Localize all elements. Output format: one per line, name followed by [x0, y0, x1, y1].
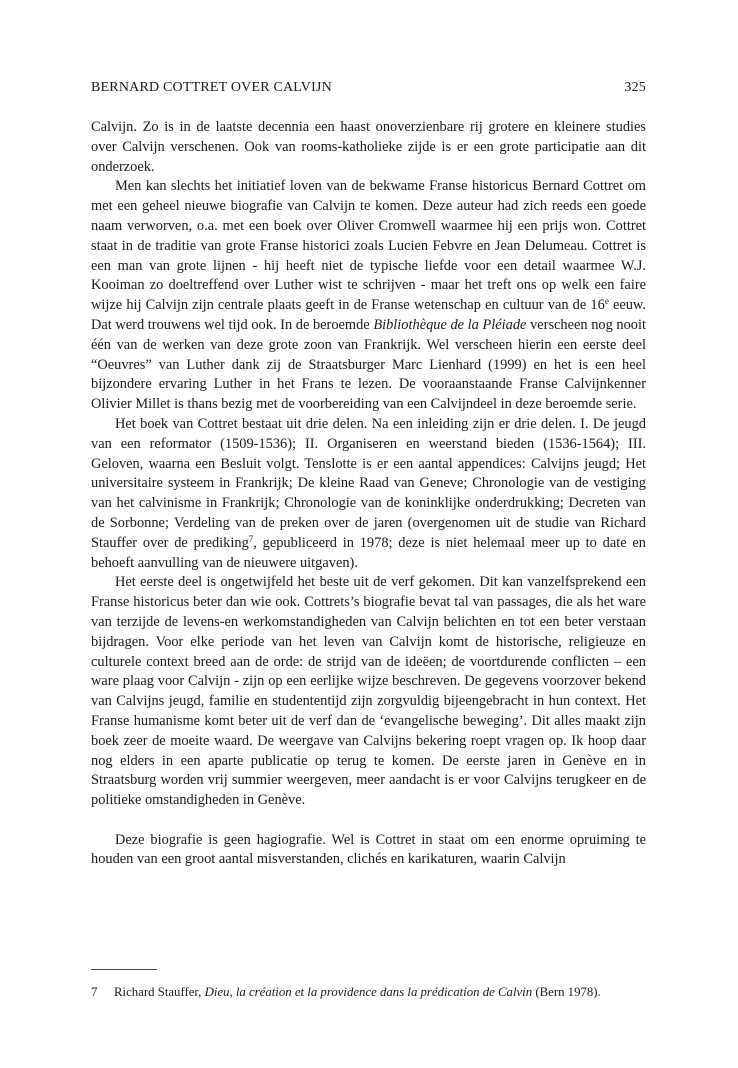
body-text [91, 118, 646, 870]
paragraph-2-part-b: eeuw. Dat werd trouwens wel tijd ook. In de beroemde [91, 297, 646, 333]
footnote-reference-7[interactable]: 7 [248, 533, 254, 544]
running-header [91, 80, 646, 98]
page-number: 325 [624, 80, 646, 95]
paragraph-3-part-b: , gepubliceerd in 1978; deze is niet helemaal meer up to date en behoeft aanvulling van de nieuwere uitgaven). [91, 534, 646, 571]
paragraph-2 [91, 177, 646, 415]
paragraph-4: Het eerste deel is ongetwijfeld het beste uit de verf gekomen. Dit kan vanzelfsprekend een Franse historicus beter dan wie ook. Cottrets’s biografie bevat tal van passages, die als het ware van terzijde de levens-en werkomstandigheden van Calvijn belichten en tot een beter verstaan bijdragen. Voor elke periode van het leven van Calvijn komt de historische, religieuze en culturele context breed aan de orde: de strijd van de ideëen; de voortdurende conflicten – een ware plaag voor Calvijn - zijn op een eerlijke wijze beschreven. De gegevens voorzover bekend van Calvijns jeugd, familie en studententijd zijn zorgvuldig bijeengebracht in hun context. Het Franse humanisme komt beter uit de verf dan de ‘evangelische beweging’. Dit alles maakt zijn boek zeer de moeite waard. De weergave van Calvijns bekering roept vragen op. Ik hoop daar nog elders in een aparte publicatie op terug te komen. De eerste jaren in Genève en in Straatsburg worden vrij summier weergeven, meer aandacht is er voor Calvijns terugkeer en de politieke omstandigheden in Genève. [91, 574, 646, 809]
superscript-e: e [604, 296, 609, 307]
paragraph-1: Calvijn. Zo is in de laatste decennia een haast onoverzienbare rij grotere en kleinere studies over Calvijn verschenen. Ook van rooms-katholieke zijde is er een grote participatie aan dit onderzoek. [91, 119, 646, 175]
footnote-number: 7 [91, 985, 98, 999]
paragraph-5: Deze biografie is geen hagiografie. Wel is Cottret in staat om een enorme opruiming te houden van een groot aantal misverstanden, clichés en karikaturen, waarin Calvijn [91, 831, 646, 868]
pleiade-title: Bibliothèque de la Pléiade [373, 316, 527, 333]
running-title: BERNARD COTTRET OVER CALVIJN [91, 80, 332, 95]
footnote-title: Dieu, la création et la providence dans la prédication de Calvin [204, 985, 533, 999]
paragraph-3 [91, 415, 646, 573]
paragraph-2-part-c: verscheen nog nooit één van de werken van deze grote zoon van Frankrijk. Wel verscheen hierin een eerste deel “Oeuvres” van Luther dank zij de Straatsburger Marc Lienhard (1999) en het is een heel bijzondere ervaring Luther in het Frans te lezen. De vooraanstaande Franse Calvijnkenner Olivier Millet is thans bezig met de voorbereiding van een Calvijndeel in deze beroemde serie. [91, 316, 647, 413]
footnote-7 [91, 984, 651, 1000]
footnote-rest: (Bern 1978). [532, 985, 601, 999]
footnote-author: Richard Stauffer, [114, 985, 205, 999]
paragraph-3-part-a: Het boek van Cottret bestaat uit drie delen. Na een inleiding zijn er drie delen. I. De jeugd van een reformator (1509-1536); II. Organiseren en weerstand bieden (1536-1564); III. Geloven, waarna een Besluit volgt. Tenslotte is er een aantal appendices: Calvijns jeugd; Het universitaire systeem in Frankrijk; De kleine Raad van Geneve; Chronologie van de vestiging van het calvinisme in Frankrijk; Chronologie van de koninklijke onderdrukking; Decreten van de Sorbonne; Verdeling van de preken over de jaren (overgenomen uit de studie van Richard Stauffer over de prediking [91, 415, 646, 551]
footnote-divider [91, 969, 157, 970]
paragraph-2-part-a: Men kan slechts het initiatief loven van de bekwame Franse historicus Bernard Cottret om met een geheel nieuwe biografie van Calvijn te komen. Deze auteur had zich reeds een goede naam verworven, o.a. met een boek over Oliver Cromwell waarmee hij een prijs won. Cottret staat in de traditie van grote Franse historici zoals Lucien Febvre en Jean Delumeau. Cottret is een man van grote lijnen - hij heeft niet de typische liefde voor een detail waarmee W.J. Kooiman zo doeltreffend over Luther wist te schrijven - maar het treft ons op welk een faire wijze hij Calvijn zijn centrale plaats geeft in de Franse wetenschap en cultuur van de 16 [91, 178, 646, 314]
